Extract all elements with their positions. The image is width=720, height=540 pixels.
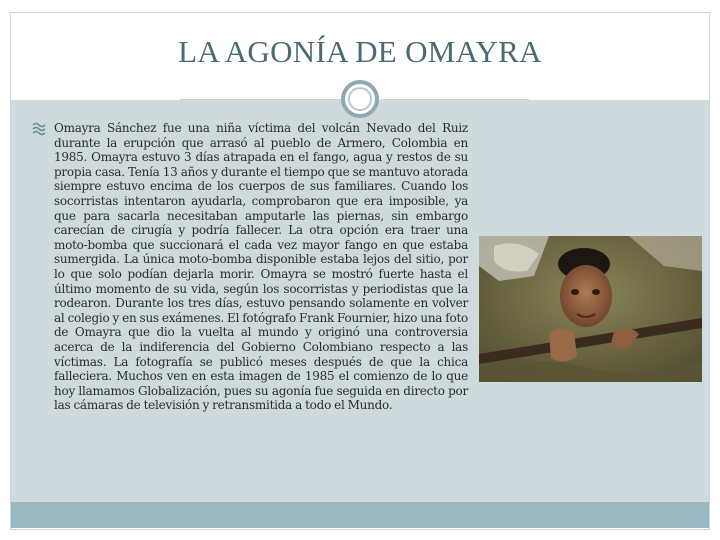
omayra-photo: [479, 236, 702, 382]
bottom-bar: [11, 502, 709, 528]
slide-title: LA AGONÍA DE OMAYRA: [178, 34, 542, 69]
wavy-bullet-icon: [32, 122, 48, 136]
photo-illustration: [479, 236, 702, 382]
circle-ornament-icon: [341, 80, 379, 118]
body-paragraph: Omayra Sánchez fue una niña víctima del volcán Nevado del Ruiz durante la erupción que arrasó al pueblo de Armero, Colombia en 1985. Omayra estuvo 3 días atrapada en el fango, agua y restos de su propia casa. Tenía 13 años y durante el tiempo que se mantuvo atorada siempre estuvo encima de los cuerpos de sus familiares. Cuando los socorristas intentaron ayudarla, comprobaron que era imposible, ya que para sacarla necesitaban amputarle las piernas, sin embargo carecían de cirugía y podría fallecer. La otra opción era traer una moto-bomba que succionará el cada vez mayor fango en que estaba sumergida. La única moto-bomba disponible estaba lejos del sitio, por lo que solo podían dejarla morir. Omayra se mostró fuerte hasta el último momento de su vida, según los socorristas y periodistas que la rodearon. Durante los tres días, estuvo pensando solamente en volver al colegio y en sus exámenes. El fotógrafo Frank Fournier, hizo una foto de Omayra que dio la vuelta al mundo y originó una controversia acerca de la indiferencia del Gobierno Colombiano respecto a las víctimas. La fotografía se publicó meses después de que la chica falleciera. Muchos ven en esta imagen de 1985 el comienzo de lo que hoy llamamos Globalización, pues su agonía fue seguida en directo por las cámaras de televisión y retransmitida a todo el Mundo.: [54, 121, 468, 413]
